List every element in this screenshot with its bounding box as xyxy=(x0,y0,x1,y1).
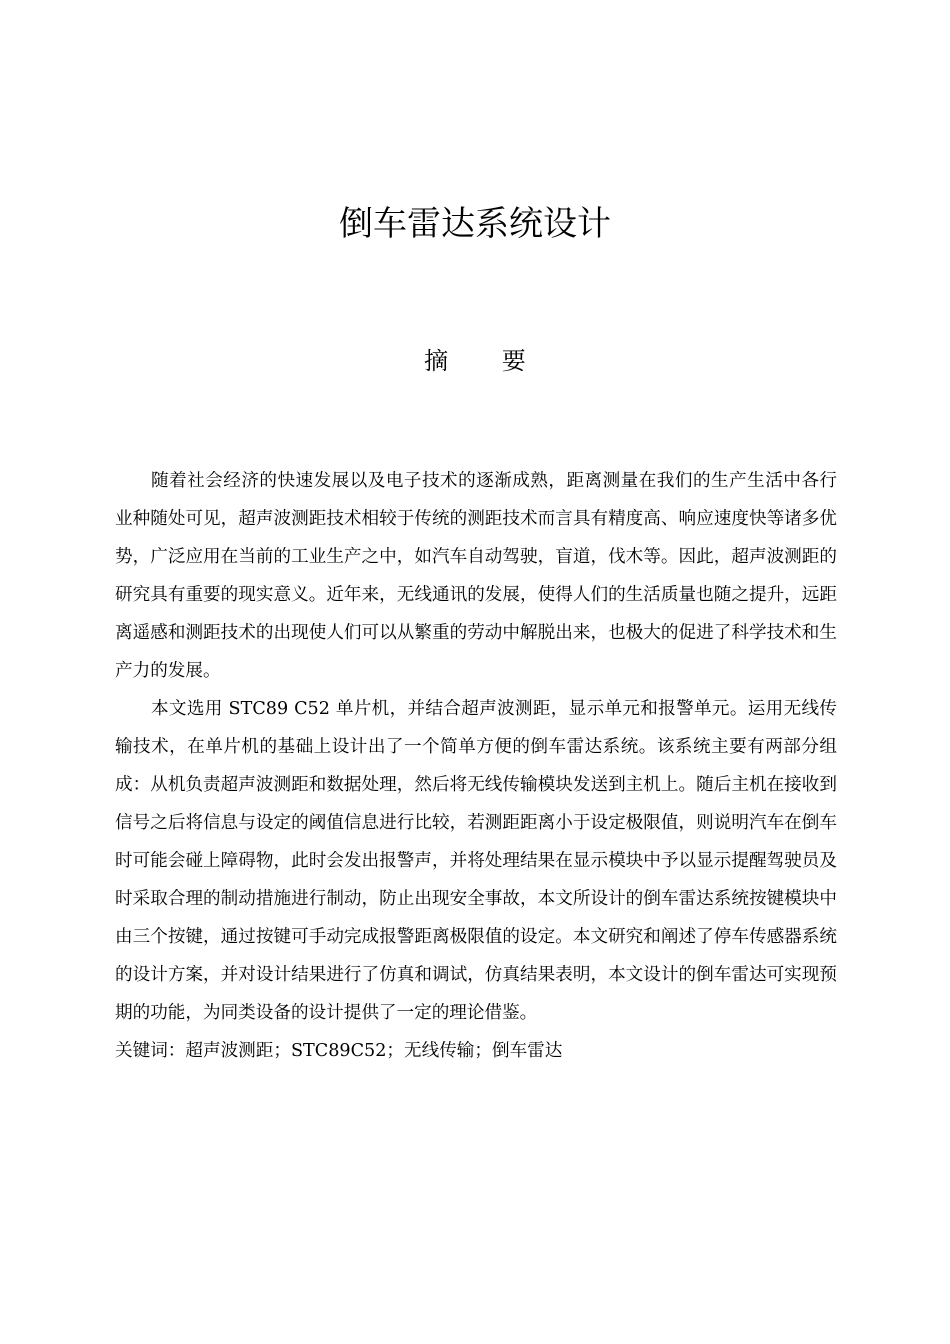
abstract-body xyxy=(115,462,837,1070)
keywords-line: 关键词：超声波测距；STC89C52；无线传输；倒车雷达 xyxy=(115,1041,563,1061)
abstract-paragraph-1: 随着社会经济的快速发展以及电子技术的逐渐成熟，距离测量在我们的生产生活中各行业种随处可见，超声波测距技术相较于传统的测距技术而言具有精度高、响应速度快等诸多优势，广泛应用在当前的工业生产之中，如汽车自动驾驶，盲道，伐木等。因此，超声波测距的研究具有重要的现实意义。近年来，无线通讯的发展，使得人们的生活质量也随之提升，远距离遥感和测距技术的出现使人们可以从繁重的劳动中解脱出来，也极大的促进了科学技术和生产力的发展。 xyxy=(115,471,837,681)
abstract-paragraph-2: 本文选用 STC89 C52 单片机，并结合超声波测距，显示单元和报警单元。运用无线传输技术，在单片机的基础上设计出了一个简单方便的倒车雷达系统。该系统主要有两部分组成：从机负责超声波测距和数据处理，然后将无线传输模块发送到主机上。随后主机在接收到信号之后将信息与设定的阈值信息进行比较，若测距距离小于设定极限值，则说明汽车在倒车时可能会碰上障碍物，此时会发出报警声，并将处理结果在显示模块中予以显示提醒驾驶员及时采取合理的制动措施进行制动，防止出现安全事故，本文所设计的倒车雷达系统按键模块中由三个按键，通过按键可手动完成报警距离极限值的设定。本文研究和阐述了停车传感器系统的设计方案，并对设计结果进行了仿真和调试，仿真结果表明，本文设计的倒车雷达可实现预期的功能，为同类设备的设计提供了一定的理论借鉴。 xyxy=(115,699,837,1023)
abstract-heading: 摘 要 xyxy=(424,347,526,375)
document-title: 倒车雷达系统设计 xyxy=(339,204,611,244)
